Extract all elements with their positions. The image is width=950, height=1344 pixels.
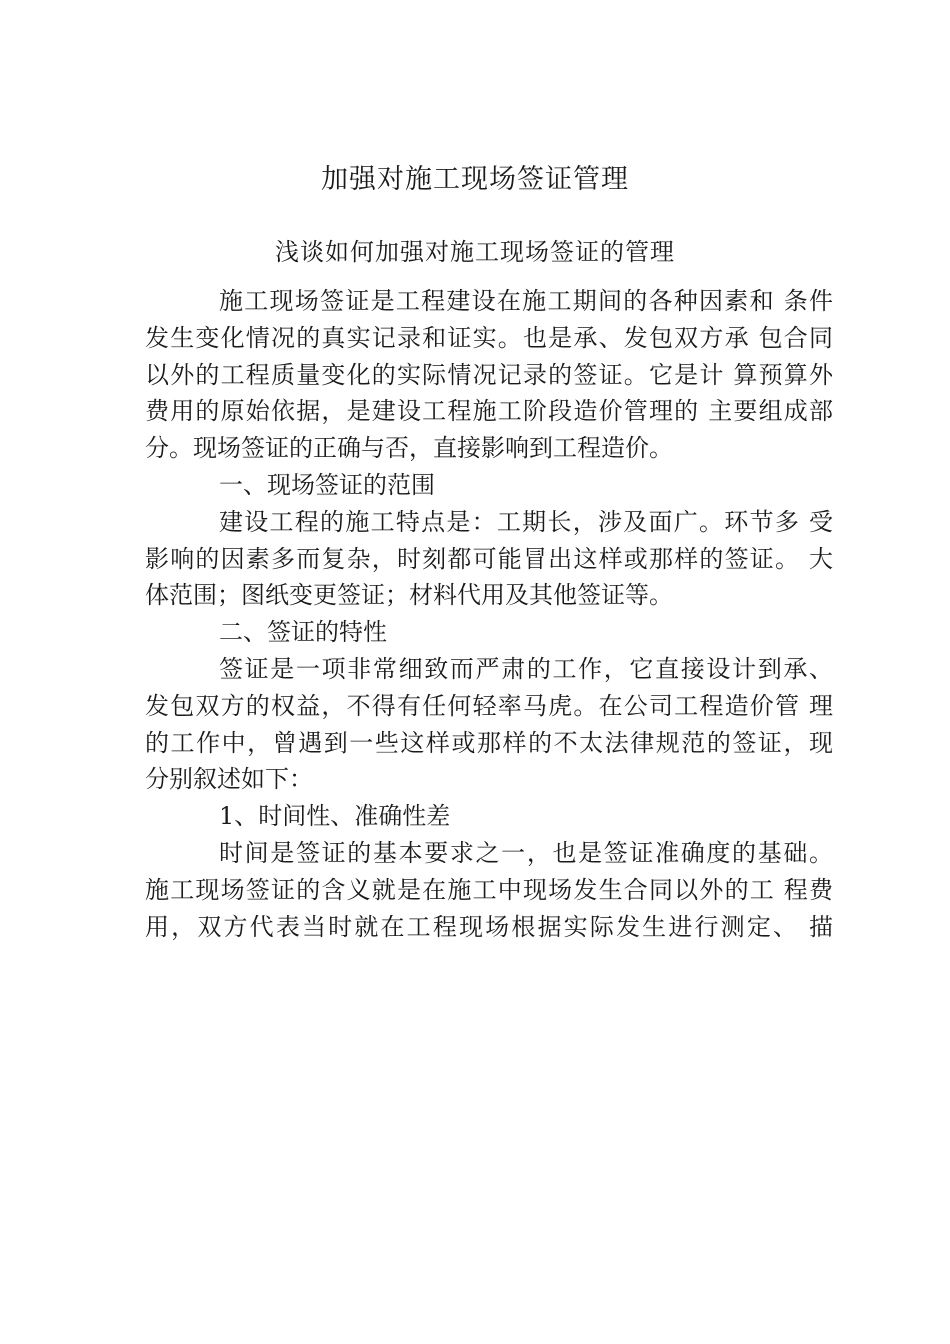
paragraph-line: 分别叙述如下：	[145, 765, 313, 794]
paragraph-line: 签证是一项非常细致而严肃的工作，它直接设计到承、	[219, 654, 833, 683]
paragraph-line: 发包双方的权益，不得有任何轻率马虎。在公司工程造价管 理	[145, 691, 833, 720]
paragraph-line: 体范围；图纸变更签证；材料代用及其他签证等。	[145, 581, 673, 610]
paragraph-line: 施工现场签证的含义就是在施工中现场发生合同以外的工 程费	[145, 875, 833, 904]
paragraph-line: 以外的工程质量变化的实际情况记录的签证。它是计 算预算外	[145, 360, 833, 389]
paragraph-line: 施工现场签证是工程建设在施工期间的各种因素和 条件	[219, 287, 833, 315]
section-heading: 一、现场签证的范围	[219, 470, 435, 499]
paragraph-line: 分。现场签证的正确与否，直接影响到工程造价。	[145, 434, 673, 463]
paragraph-line: 费用的原始依据，是建设工程施工阶段造价管理的 主要组成部	[145, 397, 833, 426]
paragraph-line: 时间是签证的基本要求之一，也是签证准确度的基础。	[219, 838, 833, 867]
paragraph-line: 发生变化情况的真实记录和证实。也是承、发包双方承 包合同	[145, 323, 833, 352]
paragraph-line: 用，双方代表当时就在工程现场根据实际发生进行测定、 描	[145, 912, 833, 941]
paragraph-line: 影响的因素多而复杂，时刻都可能冒出这样或那样的签证。 大	[145, 544, 833, 573]
document-body	[145, 283, 833, 945]
subsection-heading: 1、时间性、准确性差	[219, 802, 451, 831]
section-heading: 二、签证的特性	[219, 618, 387, 647]
paragraph-line: 的工作中，曾遇到一些这样或那样的不太法律规范的签证，现	[145, 728, 833, 757]
document-subtitle: 浅谈如何加强对施工现场签证的管理	[275, 238, 675, 266]
document-title: 加强对施工现场签证管理	[321, 164, 629, 195]
paragraph-line: 建设工程的施工特点是：工期长，涉及面广。环节多 受	[219, 507, 833, 536]
